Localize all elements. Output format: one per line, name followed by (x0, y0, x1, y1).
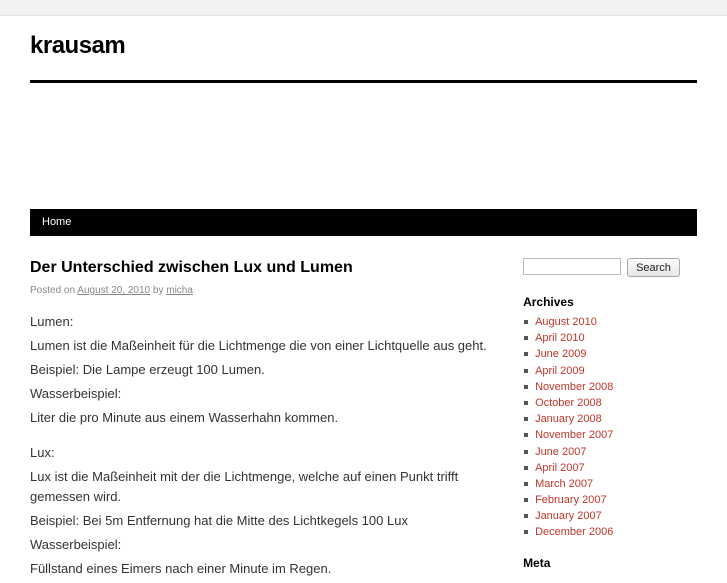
list-item (523, 397, 697, 410)
list-item (523, 316, 697, 329)
archive-link[interactable]: December 2006 (535, 526, 614, 539)
search-form (523, 258, 697, 277)
browser-top-strip (0, 0, 727, 16)
post-paragraph: Füllstand eines Eimers nach einer Minute im Regen. (30, 561, 332, 577)
archive-link[interactable]: June 2009 (535, 348, 587, 361)
archive-link[interactable]: February 2007 (535, 494, 607, 507)
meta-widget-title: Meta (523, 555, 551, 570)
post-meta-prefix: Posted on (30, 284, 76, 296)
list-item (523, 429, 697, 442)
archive-link[interactable]: October 2008 (535, 396, 602, 409)
archive-link[interactable]: March 2007 (535, 477, 594, 490)
list-item (523, 365, 697, 378)
list-item (523, 381, 697, 394)
archive-link[interactable]: August 2010 (535, 316, 597, 328)
site-wrapper (15, 16, 712, 583)
post-paragraph: Wasserbeispiel: (30, 537, 122, 553)
content-area (30, 236, 697, 583)
post-paragraph: Beispiel: Die Lampe erzeugt 100 Lumen. (30, 362, 265, 378)
post-paragraph: Beispiel: Bei 5m Entfernung hat die Mitte des Lichtkegels 100 Lux (30, 512, 408, 528)
post-meta-by: by (152, 284, 164, 296)
archive-link[interactable]: November 2008 (535, 380, 614, 393)
archive-link[interactable]: June 2007 (535, 445, 587, 458)
nav-item-home[interactable]: Home (42, 216, 72, 228)
post-meta (30, 285, 503, 296)
archive-link[interactable]: January 2007 (535, 510, 602, 523)
archives-widget-title: Archives (523, 295, 574, 309)
post-paragraph: Lumen ist die Maßeinheit für die Lichtmenge die von einer Lichtquelle aus geht. (30, 337, 487, 353)
header-image-area (30, 83, 697, 209)
sidebar (523, 258, 697, 583)
primary-navigation (30, 209, 697, 236)
post-title[interactable]: Der Unterschied zwischen Lux und Lumen (30, 259, 353, 276)
list-item (523, 413, 697, 426)
list-item (523, 510, 697, 523)
archive-link[interactable]: April 2010 (535, 332, 585, 345)
archive-link[interactable]: April 2009 (535, 364, 585, 377)
archives-list (523, 316, 697, 540)
archive-link[interactable]: November 2007 (535, 429, 614, 442)
site-header (15, 16, 712, 70)
post-paragraph: Wasserbeispiel: (30, 386, 122, 402)
archive-link[interactable]: January 2008 (535, 413, 602, 426)
list-item (523, 478, 697, 491)
post-paragraph: Lumen: (30, 313, 74, 329)
main-column (30, 258, 523, 583)
post-author-link[interactable]: micha (166, 284, 193, 296)
list-item (523, 332, 697, 345)
list-item (523, 494, 697, 507)
post-paragraph: Lux ist die Maßeinheit mit der die Lichtmenge, welche auf einen Punkt trifft gemessen wird. (30, 468, 459, 504)
list-item (523, 526, 697, 539)
list-item (523, 446, 697, 459)
post-paragraph: Liter die pro Minute aus einem Wasserhahn kommen. (30, 410, 339, 426)
search-input[interactable] (523, 258, 621, 275)
list-item (523, 462, 697, 475)
list-item (523, 348, 697, 361)
post-date-link[interactable]: August 20, 2010 (77, 284, 151, 296)
post-paragraph: Lux: (30, 444, 55, 460)
site-title[interactable]: krausam (30, 32, 126, 59)
post-content (30, 312, 503, 580)
archive-link[interactable]: April 2007 (535, 461, 585, 474)
search-button[interactable]: Search (627, 258, 680, 277)
